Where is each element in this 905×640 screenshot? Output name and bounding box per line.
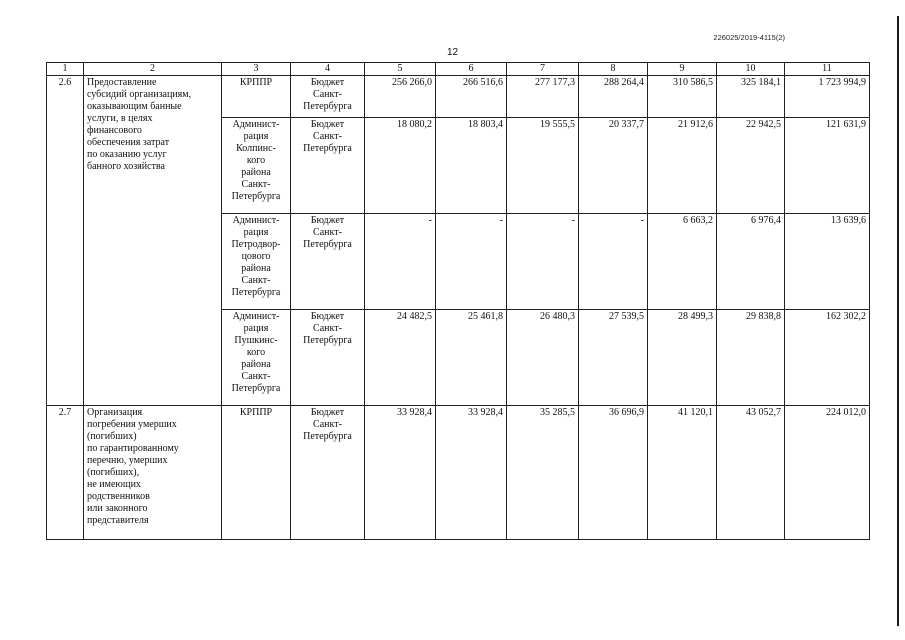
- value-cell-col-10: 22 942,5: [717, 118, 785, 214]
- value-cell-col-6: -: [436, 214, 507, 310]
- item-name-line: или законного: [87, 503, 148, 514]
- budget-table: [46, 62, 870, 540]
- executor-line: КРППР: [239, 407, 273, 418]
- item-name-line: по оказанию услуг: [87, 149, 167, 160]
- page-edge-rule: [897, 16, 899, 626]
- funding-source-line: Санкт-: [313, 227, 342, 238]
- item-name-line: банного хозяйства: [87, 161, 165, 172]
- item-name-line: субсидий организациям,: [87, 89, 192, 100]
- value-cell-col-7: -: [507, 214, 579, 310]
- executor-line: Петербурга: [231, 383, 281, 394]
- funding-source-line: Петербурга: [303, 335, 352, 346]
- item-name-line: представителя: [87, 515, 149, 526]
- funding-source: [291, 76, 365, 118]
- executor-line: района: [241, 167, 271, 178]
- value-cell-col-6: 18 803,4: [436, 118, 507, 214]
- item-name-line: родственников: [87, 491, 150, 502]
- value-cell-col-9: 6 663,2: [648, 214, 717, 310]
- column-number-1: 1: [47, 63, 84, 76]
- item-name: [84, 406, 222, 540]
- executor-line: района: [241, 263, 271, 274]
- funding-source-line: Бюджет: [310, 77, 345, 88]
- executor-line: Санкт-: [241, 275, 271, 286]
- item-number: 2.6: [47, 76, 84, 406]
- column-number-row: [47, 63, 870, 76]
- executor: [222, 406, 291, 540]
- executor-line: рация: [243, 227, 269, 238]
- column-number-2: 2: [84, 63, 222, 76]
- executor: [222, 76, 291, 118]
- executor-line: кого: [246, 347, 266, 358]
- item-name-line: Организация: [87, 407, 143, 418]
- column-number-8: 8: [579, 63, 648, 76]
- funding-source-line: Санкт-: [313, 89, 342, 100]
- value-cell-col-11: 224 012,0: [785, 406, 870, 540]
- executor-line: Петродвор-: [231, 239, 281, 250]
- item-number: 2.7: [47, 406, 84, 540]
- item-name-line: по гарантированному: [87, 443, 179, 454]
- executor-line: района: [241, 359, 271, 370]
- funding-source-line: Санкт-: [313, 419, 342, 430]
- table-row: [47, 76, 870, 118]
- item-name-line: услуги, в целях: [87, 113, 153, 124]
- executor-line: Админист-: [232, 119, 280, 130]
- value-cell-col-7: 277 177,3: [507, 76, 579, 118]
- value-cell-col-5: 24 482,5: [365, 310, 436, 406]
- executor-line: Колпинс-: [236, 143, 276, 154]
- value-cell-col-11: 1 723 994,9: [785, 76, 870, 118]
- executor-line: Админист-: [232, 311, 280, 322]
- value-cell-col-6: 25 461,8: [436, 310, 507, 406]
- item-name-line: обеспечения затрат: [87, 137, 170, 148]
- item-name-line: Предоставление: [87, 77, 157, 88]
- value-cell-col-8: -: [579, 214, 648, 310]
- column-number-10: 10: [717, 63, 785, 76]
- item-name-line: оказывающим банные: [87, 101, 182, 112]
- value-cell-col-9: 28 499,3: [648, 310, 717, 406]
- funding-source-line: Петербурга: [303, 239, 352, 250]
- executor: [222, 310, 291, 406]
- column-number-7: 7: [507, 63, 579, 76]
- funding-source-line: Бюджет: [310, 311, 345, 322]
- executor-line: Админист-: [232, 215, 280, 226]
- column-number-5: 5: [365, 63, 436, 76]
- executor-line: рация: [243, 323, 269, 334]
- value-cell-col-8: 288 264,4: [579, 76, 648, 118]
- executor-line: Пушкинс-: [234, 335, 278, 346]
- funding-source: [291, 118, 365, 214]
- value-cell-col-10: 325 184,1: [717, 76, 785, 118]
- executor-line: Петербурга: [231, 191, 281, 202]
- value-cell-col-6: 266 516,6: [436, 76, 507, 118]
- item-name-line: перечню, умерших: [87, 455, 168, 466]
- executor: [222, 118, 291, 214]
- funding-source-line: Бюджет: [310, 119, 345, 130]
- value-cell-col-9: 310 586,5: [648, 76, 717, 118]
- item-name: [84, 76, 222, 406]
- value-cell-col-7: 35 285,5: [507, 406, 579, 540]
- value-cell-col-5: 18 080,2: [365, 118, 436, 214]
- column-number-11: 11: [785, 63, 870, 76]
- column-number-4: 4: [291, 63, 365, 76]
- value-cell-col-8: 27 539,5: [579, 310, 648, 406]
- executor-line: рация: [243, 131, 269, 142]
- funding-source-line: Петербурга: [303, 431, 352, 442]
- table-row: [47, 406, 870, 540]
- executor-line: кого: [246, 155, 266, 166]
- value-cell-col-5: 256 266,0: [365, 76, 436, 118]
- table-body: [47, 63, 870, 540]
- value-cell-col-9: 41 120,1: [648, 406, 717, 540]
- funding-source-line: Санкт-: [313, 323, 342, 334]
- funding-source-line: Петербурга: [303, 143, 352, 154]
- executor-line: Санкт-: [241, 371, 271, 382]
- value-cell-col-10: 6 976,4: [717, 214, 785, 310]
- value-cell-col-6: 33 928,4: [436, 406, 507, 540]
- item-name-line: (погибших),: [87, 467, 140, 478]
- item-name-line: погребения умерших: [87, 419, 177, 430]
- value-cell-col-5: 33 928,4: [365, 406, 436, 540]
- funding-source-line: Санкт-: [313, 131, 342, 142]
- value-cell-col-7: 19 555,5: [507, 118, 579, 214]
- executor-line: Петербурга: [231, 287, 281, 298]
- value-cell-col-7: 26 480,3: [507, 310, 579, 406]
- funding-source: [291, 406, 365, 540]
- value-cell-col-9: 21 912,6: [648, 118, 717, 214]
- executor-line: Санкт-: [241, 179, 271, 190]
- funding-source-line: Петербурга: [303, 101, 352, 112]
- executor: [222, 214, 291, 310]
- funding-source-line: Бюджет: [310, 407, 345, 418]
- column-number-9: 9: [648, 63, 717, 76]
- column-number-6: 6: [436, 63, 507, 76]
- item-name-line: не имеющих: [87, 479, 141, 490]
- value-cell-col-8: 36 696,9: [579, 406, 648, 540]
- item-name-line: финансового: [87, 125, 142, 136]
- funding-source: [291, 214, 365, 310]
- funding-source-line: Бюджет: [310, 215, 345, 226]
- column-number-3: 3: [222, 63, 291, 76]
- executor-line: цового: [241, 251, 271, 262]
- funding-source: [291, 310, 365, 406]
- value-cell-col-11: 13 639,6: [785, 214, 870, 310]
- document-id: 226025/2019-4115(2): [713, 33, 785, 42]
- page-number: 12: [446, 47, 459, 58]
- value-cell-col-5: -: [365, 214, 436, 310]
- value-cell-col-8: 20 337,7: [579, 118, 648, 214]
- value-cell-col-10: 29 838,8: [717, 310, 785, 406]
- item-name-line: (погибших): [87, 431, 137, 442]
- value-cell-col-10: 43 052,7: [717, 406, 785, 540]
- executor-line: КРППР: [239, 77, 273, 88]
- value-cell-col-11: 121 631,9: [785, 118, 870, 214]
- value-cell-col-11: 162 302,2: [785, 310, 870, 406]
